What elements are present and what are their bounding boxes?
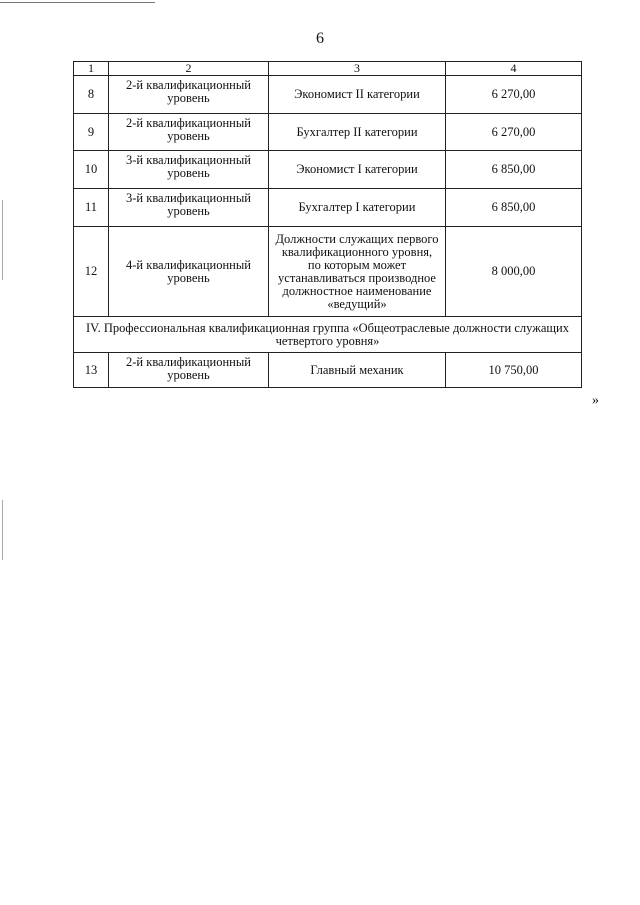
row-number: 10: [74, 151, 109, 189]
table-header-row: [74, 62, 582, 76]
row-number: 8: [74, 76, 109, 114]
row-number: 13: [74, 353, 109, 388]
job-position: Бухгалтер II категории: [269, 114, 446, 151]
top-rule: [0, 2, 155, 3]
column-header: 4: [446, 62, 582, 76]
qualification-level: 2-й квалификационный уровень: [109, 353, 269, 388]
row-number: 11: [74, 189, 109, 227]
qualification-level: 2-й квалификационный уровень: [109, 76, 269, 114]
closing-quote-mark: »: [592, 393, 599, 408]
section-heading: IV. Профессиональная квалификационная группа «Общеотраслевые должности служащих четвертого уровня»: [74, 317, 582, 353]
salary-value: 8 000,00: [446, 227, 582, 317]
scan-edge-mark: [2, 200, 3, 280]
row-number: 9: [74, 114, 109, 151]
row-number: 12: [74, 227, 109, 317]
salary-value: 6 270,00: [446, 114, 582, 151]
qualification-level: 2-й квалификационный уровень: [109, 114, 269, 151]
table-row: [74, 353, 582, 388]
table-row: [74, 114, 582, 151]
table-row: [74, 227, 582, 317]
column-header: 1: [74, 62, 109, 76]
salary-table: [73, 61, 582, 388]
job-position: Должности служащих первого квалификационного уровня, по которым может устанавливаться производное должностное наименование «ведущий»: [269, 227, 446, 317]
salary-value: 6 850,00: [446, 189, 582, 227]
salary-value: 6 270,00: [446, 76, 582, 114]
job-position: Экономист II категории: [269, 76, 446, 114]
qualification-level: 3-й квалификационный уровень: [109, 151, 269, 189]
qualification-level: 3-й квалификационный уровень: [109, 189, 269, 227]
qualification-level: 4-й квалификационный уровень: [109, 227, 269, 317]
scan-edge-mark: [2, 500, 3, 560]
page-number: 6: [316, 30, 324, 47]
table-row: [74, 151, 582, 189]
job-position: Бухгалтер I категории: [269, 189, 446, 227]
salary-value: 6 850,00: [446, 151, 582, 189]
job-position: Экономист I категории: [269, 151, 446, 189]
job-position: Главный механик: [269, 353, 446, 388]
column-header: 3: [269, 62, 446, 76]
table-row: [74, 189, 582, 227]
column-header: 2: [109, 62, 269, 76]
salary-value: 10 750,00: [446, 353, 582, 388]
table-row: [74, 76, 582, 114]
section-row: [74, 317, 582, 353]
